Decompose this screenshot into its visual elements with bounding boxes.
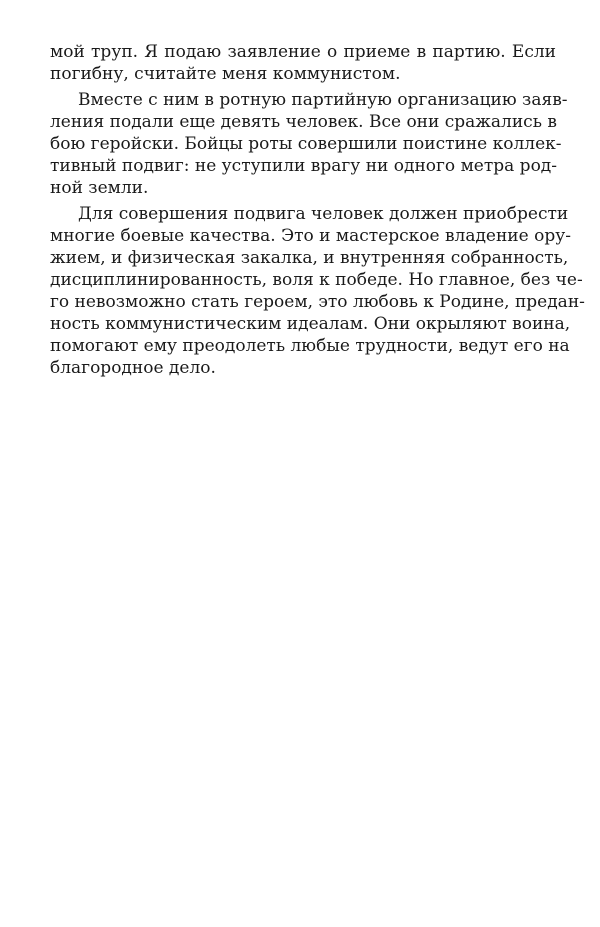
text-line: тивный подвиг: не уступили врагу ни одного метра род- <box>50 156 558 176</box>
text-line: благородное дело. <box>50 358 216 378</box>
paragraph-1 <box>50 41 556 85</box>
text-line: ления подали еще девять человек. Все они сражались в <box>50 112 557 132</box>
text-line: Для совершения подвига человек должен приобрести <box>78 204 569 224</box>
text-line: многие боевые качества. Это и мастерское владение ору- <box>50 226 571 246</box>
text-line: мой труп. Я подаю заявление о приеме в партию. Если <box>50 42 556 62</box>
text-line: ность коммунистическим идеалам. Они окрыляют воина, <box>50 314 571 334</box>
page-text <box>50 41 585 383</box>
text-line: го невозможно стать героем, это любовь к Родине, предан- <box>50 292 585 312</box>
paragraph-2 <box>50 89 568 199</box>
text-line: Вместе с ним в ротную партийную организацию заяв- <box>78 90 568 110</box>
text-line: бою геройски. Бойцы роты совершили поистине коллек- <box>50 134 562 154</box>
paragraph-3 <box>50 203 585 379</box>
text-line: ной земли. <box>50 178 149 198</box>
text-line: дисциплинированность, воля к победе. Но главное, без че- <box>50 270 583 290</box>
text-line: помогают ему преодолеть любые трудности, ведут его на <box>50 336 570 356</box>
text-line: погибну, считайте меня коммунистом. <box>50 64 401 84</box>
text-line: жием, и физическая закалка, и внутренняя собранность, <box>50 248 569 268</box>
